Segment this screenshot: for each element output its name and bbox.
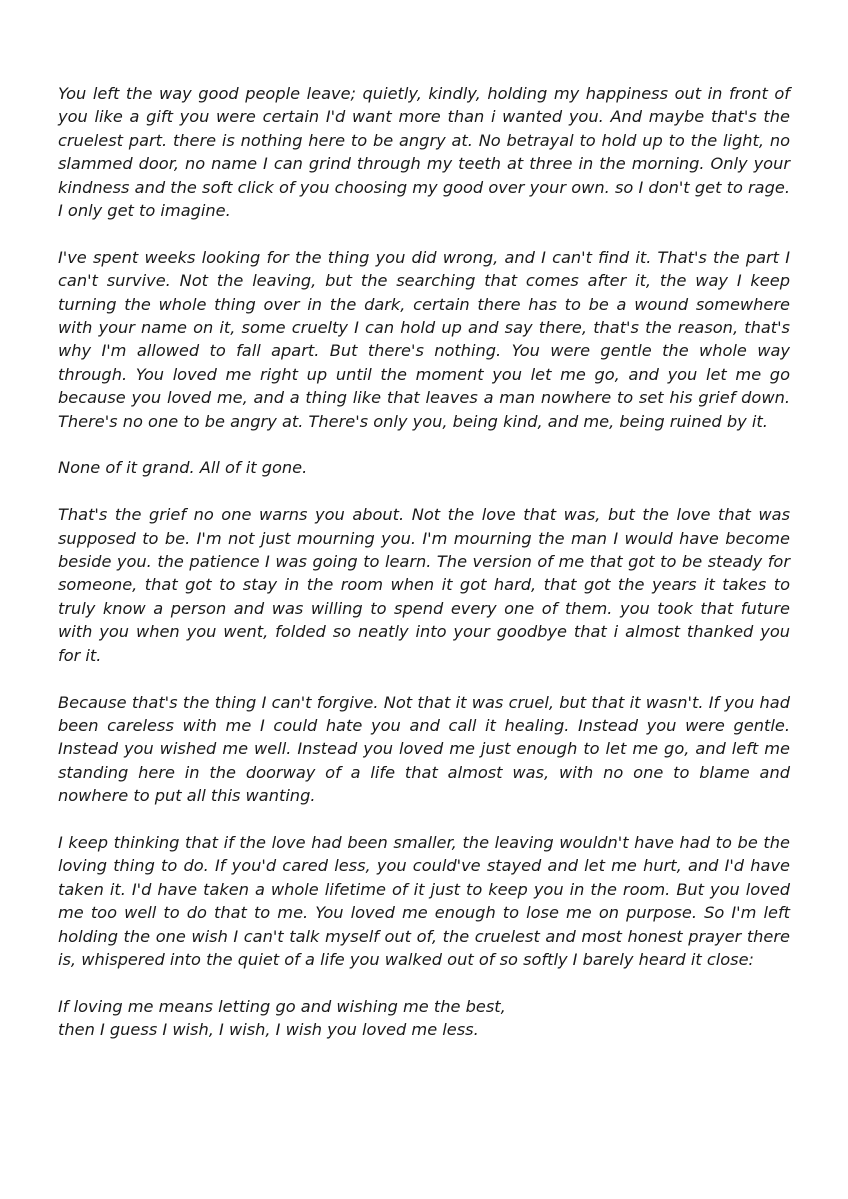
closing-line-2: then I guess I wish, I wish, I wish you loved me less. [58,1020,479,1040]
paragraph-6: I keep thinking that if the love had been smaller, the leaving wouldn't have had to be the loving thing to do. If you'd cared less, you could've stayed and let me hurt, and I'd have taken it. I'd have taken a whole lifetime of it just to keep you in the room. But you loved me too well to do that to me. You loved me enough to lose me on purpose. So I'm left holding the one wish I can't talk myself out of, the cruelest and most honest prayer there is, whispered into the quiet of a life you walked out of so softly I barely heard it close: [58,832,790,969]
paragraph-3: None of it grand. All of it gone. [58,458,308,478]
closing-couplet [58,995,790,1042]
paragraph-5: Because that's the thing I can't forgive. Not that it was cruel, but that it wasn't. If you had been careless with me I could hate you and call it healing. Instead you were gentle. Instead you wished me well. Instead you loved me just enough to let me go, and left me standing here in the doorway of a life that almost was, with no one to blame and nowhere to put all this wanting. [58,692,790,806]
closing-line-1: If loving me means letting go and wishing me the best, [58,996,506,1016]
paragraph-4: That's the grief no one warns you about. Not the love that was, but the love that was supposed to be. I'm not just mourning you. I'm mourning the man I would have become beside you. the patience I was going to learn. The version of me that got to be steady for someone, that got to stay in the room when it got hard, that got the years it takes to truly know a person and was willing to spend every one of them. you took that future with you when you went, folded so neatly into your goodbye that i almost thanked you for it. [58,505,790,665]
paragraph-2: I've spent weeks looking for the thing you did wrong, and I can't find it. That's the part I can't survive. Not the leaving, but the searching that comes after it, the way I keep turning the whole thing over in the dark, certain there has to be a wound somewhere with your name on it, some cruelty I can hold up and say there, that's the reason, that's why I'm allowed to fall apart. But there's nothing. You were gentle the whole way through. You loved me right up until the moment you let me go, and you let me go because you loved me, and a thing like that leaves a man nowhere to set his grief down. There's no one to be angry at. There's only you, being kind, and me, being ruined by it. [58,247,790,431]
document-page [58,82,790,1042]
paragraph-1: You left the way good people leave; quietly, kindly, holding my happiness out in front of you like a gift you were certain I'd want more than i wanted you. And maybe that's the cruelest part. there is nothing here to be angry at. No betrayal to hold up to the light, no slammed door, no name I can grind through my teeth at three in the morning. Only your kindness and the soft click of you choosing my good over your own. so I don't get to rage. I only get to imagine. [58,84,790,221]
